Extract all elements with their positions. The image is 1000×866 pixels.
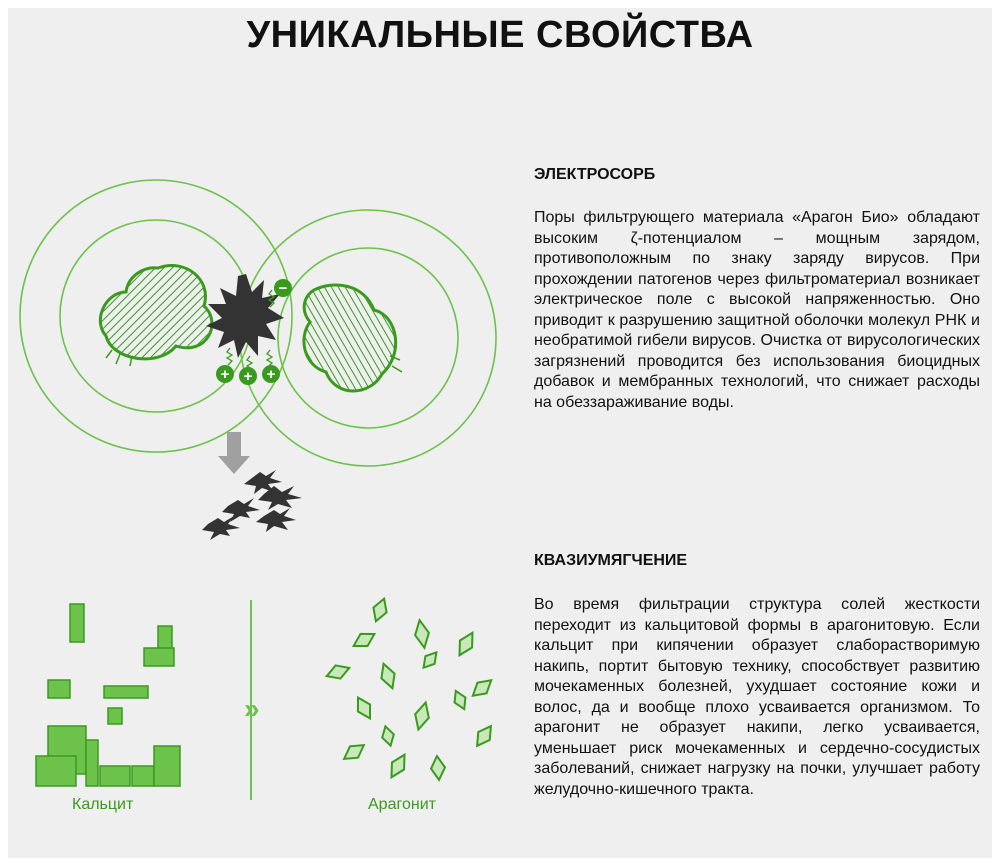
transition-arrow-icon: »	[244, 693, 260, 724]
svg-text:+: +	[266, 366, 276, 383]
section-heading-quasisoftening: КВАЗИУМЯГЧЕНИЕ	[534, 552, 688, 569]
positive-charge-icon	[262, 365, 280, 383]
down-arrow-icon	[218, 432, 250, 474]
negative-charge-icon	[274, 279, 292, 297]
page-title: УНИКАЛЬНЫЕ СВОЙСТВА	[246, 14, 754, 56]
electrosorb-illustration	[8, 160, 508, 550]
destroyed-virus-burst	[206, 274, 284, 358]
calcite-label: Кальцит	[72, 796, 134, 813]
section-text-electrosorb: Поры фильтрующего материала «Арагон Био» обладают высоким ζ-потенциалом – мощным зарядом, противоположным по знаку заряду вирусов. При прохождении патогенов через фильтроматериал возникает электрическое поле с высокой напряженностью. Оно приводит к разрушению защитной оболочки молекул РНК и необратимой гибели вирусов. Очистка от вирусологических загрязнений проводится без использования биоцидных добавок и мембранных технологий, что снижает расходы на обеззараживание воды.	[534, 209, 980, 411]
svg-text:+: +	[243, 368, 253, 385]
aragonite-label: Арагонит	[368, 796, 436, 813]
virus-debris	[202, 470, 302, 540]
calcite-crystals	[36, 604, 180, 786]
aragonite-crystals	[324, 596, 496, 780]
virus-right	[304, 285, 402, 391]
section-text-quasisoftening: Во время фильтрации структура солей жесткости переходит из кальцитовой формы в арагонитовую. Если кальцит при кипячении образует слаборастворимую накипь, портит бытовую технику, способствует развитию мочекаменных болезней, ухудшает состояние кожи и волос, да и вообще плохо усваивается организмом. То арагонит не образует накипи, легко усваивается, уменьшает риск мочекаменных и сердечно-сосудистых заболеваний, снижает нагрузку на почки, улучшает работу желудочно-кишечного тракта.	[534, 596, 980, 798]
positive-charge-icon	[216, 365, 234, 383]
svg-text:+: +	[220, 366, 230, 383]
virus-left	[100, 266, 212, 366]
svg-text:−: −	[278, 280, 288, 297]
positive-charge-icon	[239, 367, 257, 385]
section-heading-electrosorb: ЭЛЕКТРОСОРБ	[534, 166, 656, 183]
